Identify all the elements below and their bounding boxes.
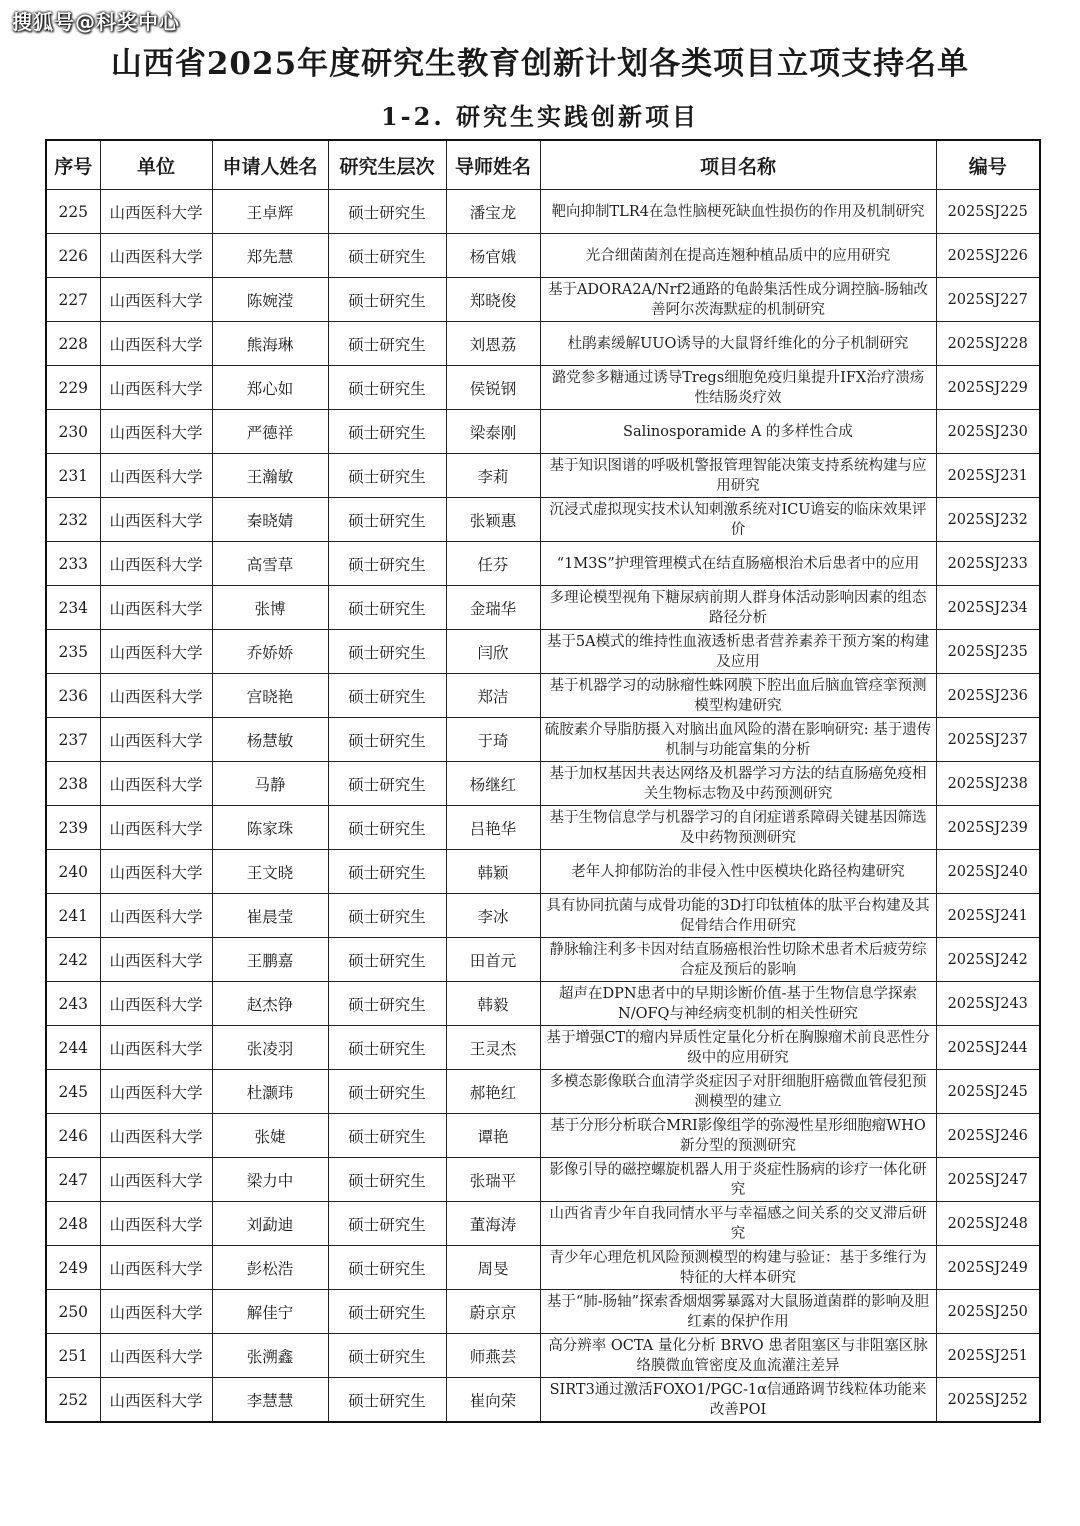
cell-index: 234	[46, 586, 100, 630]
cell-code: 2025SJ246	[936, 1114, 1040, 1158]
cell-index: 227	[46, 278, 100, 322]
cell-unit: 山西医科大学	[100, 278, 212, 322]
cell-advisor: 金瑞华	[446, 586, 540, 630]
cell-code: 2025SJ232	[936, 498, 1040, 542]
cell-code: 2025SJ229	[936, 366, 1040, 410]
cell-level: 硕士研究生	[328, 1378, 446, 1423]
cell-level: 硕士研究生	[328, 982, 446, 1026]
cell-applicant: 刘勐迪	[212, 1202, 328, 1246]
cell-code: 2025SJ245	[936, 1070, 1040, 1114]
cell-unit: 山西医科大学	[100, 1114, 212, 1158]
cell-index: 236	[46, 674, 100, 718]
cell-unit: 山西医科大学	[100, 1334, 212, 1378]
table-row	[46, 234, 1040, 278]
cell-code: 2025SJ249	[936, 1246, 1040, 1290]
table-row	[46, 1202, 1040, 1246]
cell-advisor: 张瑞平	[446, 1158, 540, 1202]
cell-project-name: 基于机器学习的动脉瘤性蛛网膜下腔出血后脑血管痉挛预测模型构建研究	[540, 674, 936, 718]
cell-applicant: 李慧慧	[212, 1378, 328, 1423]
cell-level: 硕士研究生	[328, 1334, 446, 1378]
cell-unit: 山西医科大学	[100, 1070, 212, 1114]
cell-index: 245	[46, 1070, 100, 1114]
cell-project-name: 多模态影像联合血清学炎症因子对肝细胞肝癌微血管侵犯预测模型的建立	[540, 1070, 936, 1114]
cell-code: 2025SJ252	[936, 1378, 1040, 1423]
cell-applicant: 张凌羽	[212, 1026, 328, 1070]
cell-unit: 山西医科大学	[100, 982, 212, 1026]
cell-unit: 山西医科大学	[100, 366, 212, 410]
cell-unit: 山西医科大学	[100, 542, 212, 586]
cell-code: 2025SJ230	[936, 410, 1040, 454]
table-row	[46, 718, 1040, 762]
cell-unit: 山西医科大学	[100, 762, 212, 806]
cell-applicant: 梁力中	[212, 1158, 328, 1202]
cell-level: 硕士研究生	[328, 762, 446, 806]
cell-level: 硕士研究生	[328, 718, 446, 762]
cell-applicant: 杨慧敏	[212, 718, 328, 762]
cell-level: 硕士研究生	[328, 322, 446, 366]
cell-unit: 山西医科大学	[100, 1202, 212, 1246]
cell-applicant: 陈家珠	[212, 806, 328, 850]
cell-code: 2025SJ234	[936, 586, 1040, 630]
cell-advisor: 闫欣	[446, 630, 540, 674]
table-row	[46, 1246, 1040, 1290]
cell-advisor: 杨官娥	[446, 234, 540, 278]
table-row	[46, 630, 1040, 674]
cell-code: 2025SJ237	[936, 718, 1040, 762]
cell-unit: 山西医科大学	[100, 718, 212, 762]
cell-code: 2025SJ243	[936, 982, 1040, 1026]
col-header-code: 编号	[936, 140, 1040, 190]
cell-level: 硕士研究生	[328, 1070, 446, 1114]
cell-code: 2025SJ241	[936, 894, 1040, 938]
cell-project-name: 基于ADORA2A/Nrf2通路的龟龄集活性成分调控脑-肠轴改善阿尔茨海默症的机制研究	[540, 278, 936, 322]
cell-project-name: 老年人抑郁防治的非侵入性中医模块化路径构建研究	[540, 850, 936, 894]
cell-level: 硕士研究生	[328, 1158, 446, 1202]
table-body	[46, 190, 1040, 1423]
cell-index: 243	[46, 982, 100, 1026]
cell-unit: 山西医科大学	[100, 1378, 212, 1423]
cell-applicant: 张婕	[212, 1114, 328, 1158]
cell-project-name: 基于生物信息学与机器学习的自闭症谱系障碍关键基因筛选及中药物预测研究	[540, 806, 936, 850]
cell-advisor: 韩毅	[446, 982, 540, 1026]
cell-index: 249	[46, 1246, 100, 1290]
cell-level: 硕士研究生	[328, 894, 446, 938]
cell-code: 2025SJ228	[936, 322, 1040, 366]
cell-advisor: 谭艳	[446, 1114, 540, 1158]
cell-level: 硕士研究生	[328, 542, 446, 586]
cell-applicant: 张博	[212, 586, 328, 630]
cell-project-name: 基于知识图谱的呼吸机警报管理智能决策支持系统构建与应用研究	[540, 454, 936, 498]
cell-code: 2025SJ248	[936, 1202, 1040, 1246]
cell-applicant: 杜灏玮	[212, 1070, 328, 1114]
cell-project-name: 基于5A模式的维持性血液透析患者营养素养干预方案的构建及应用	[540, 630, 936, 674]
cell-level: 硕士研究生	[328, 806, 446, 850]
col-header-advisor: 导师姓名	[446, 140, 540, 190]
cell-unit: 山西医科大学	[100, 498, 212, 542]
cell-index: 244	[46, 1026, 100, 1070]
cell-index: 230	[46, 410, 100, 454]
table-row	[46, 454, 1040, 498]
cell-applicant: 崔晨莹	[212, 894, 328, 938]
cell-advisor: 董海涛	[446, 1202, 540, 1246]
cell-project-name: 超声在DPN患者中的早期诊断价值-基于生物信息学探索N/OFQ与神经病变机制的相关性研究	[540, 982, 936, 1026]
cell-project-name: 具有协同抗菌与成骨功能的3D打印钛植体的肽平台构建及其促骨结合作用研究	[540, 894, 936, 938]
col-header-index: 序号	[46, 140, 100, 190]
cell-advisor: 李莉	[446, 454, 540, 498]
cell-level: 硕士研究生	[328, 234, 446, 278]
table-row	[46, 190, 1040, 234]
cell-index: 252	[46, 1378, 100, 1423]
cell-project-name: 硫胺素介导脂肪摄入对脑出血风险的潜在影响研究: 基于遗传机制与功能富集的分析	[540, 718, 936, 762]
col-header-level: 研究生层次	[328, 140, 446, 190]
cell-project-name: Salinosporamide A 的多样性合成	[540, 410, 936, 454]
cell-unit: 山西医科大学	[100, 1026, 212, 1070]
cell-index: 238	[46, 762, 100, 806]
cell-unit: 山西医科大学	[100, 674, 212, 718]
table-row	[46, 674, 1040, 718]
cell-level: 硕士研究生	[328, 1290, 446, 1334]
cell-project-name: 靶向抑制TLR4在急性脑梗死缺血性损伤的作用及机制研究	[540, 190, 936, 234]
cell-advisor: 刘恩荔	[446, 322, 540, 366]
cell-project-name: 山西省青少年自我同情水平与幸福感之间关系的交叉滞后研究	[540, 1202, 936, 1246]
table-header-row	[46, 140, 1040, 190]
table-row	[46, 1334, 1040, 1378]
cell-code: 2025SJ235	[936, 630, 1040, 674]
cell-unit: 山西医科大学	[100, 410, 212, 454]
cell-project-name: 基于加权基因共表达网络及机器学习方法的结直肠癌免疫相关生物标志物及中药预测研究	[540, 762, 936, 806]
cell-advisor: 梁泰刚	[446, 410, 540, 454]
cell-advisor: 郝艳红	[446, 1070, 540, 1114]
cell-applicant: 彭松浩	[212, 1246, 328, 1290]
table-row	[46, 1158, 1040, 1202]
cell-level: 硕士研究生	[328, 366, 446, 410]
cell-level: 硕士研究生	[328, 1246, 446, 1290]
cell-project-name: SIRT3通过激活FOXO1/PGC-1α信通路调节线粒体功能来改善POI	[540, 1378, 936, 1423]
cell-level: 硕士研究生	[328, 850, 446, 894]
cell-level: 硕士研究生	[328, 454, 446, 498]
table-row	[46, 938, 1040, 982]
cell-applicant: 秦晓婧	[212, 498, 328, 542]
cell-code: 2025SJ233	[936, 542, 1040, 586]
cell-applicant: 张溯鑫	[212, 1334, 328, 1378]
cell-applicant: 宫晓艳	[212, 674, 328, 718]
table-row	[46, 366, 1040, 410]
cell-unit: 山西医科大学	[100, 322, 212, 366]
cell-index: 251	[46, 1334, 100, 1378]
cell-level: 硕士研究生	[328, 586, 446, 630]
cell-applicant: 熊海琳	[212, 322, 328, 366]
col-header-project-name: 项目名称	[540, 140, 936, 190]
cell-advisor: 师燕芸	[446, 1334, 540, 1378]
cell-index: 242	[46, 938, 100, 982]
table-row	[46, 542, 1040, 586]
cell-advisor: 张颖惠	[446, 498, 540, 542]
cell-project-name: 影像引导的磁控螺旋机器人用于炎症性肠病的诊疗一体化研究	[540, 1158, 936, 1202]
cell-code: 2025SJ251	[936, 1334, 1040, 1378]
cell-unit: 山西医科大学	[100, 850, 212, 894]
cell-index: 241	[46, 894, 100, 938]
cell-unit: 山西医科大学	[100, 234, 212, 278]
table-row	[46, 586, 1040, 630]
col-header-applicant: 申请人姓名	[212, 140, 328, 190]
cell-advisor: 王灵杰	[446, 1026, 540, 1070]
cell-level: 硕士研究生	[328, 630, 446, 674]
cell-code: 2025SJ238	[936, 762, 1040, 806]
cell-project-name: 潞党参多糖通过诱导Tregs细胞免疫归巢提升IFX治疗溃疡性结肠炎疗效	[540, 366, 936, 410]
cell-level: 硕士研究生	[328, 410, 446, 454]
cell-applicant: 马静	[212, 762, 328, 806]
cell-level: 硕士研究生	[328, 1026, 446, 1070]
cell-unit: 山西医科大学	[100, 806, 212, 850]
table-row	[46, 1026, 1040, 1070]
cell-unit: 山西医科大学	[100, 586, 212, 630]
cell-applicant: 王瀚敏	[212, 454, 328, 498]
cell-level: 硕士研究生	[328, 674, 446, 718]
cell-index: 246	[46, 1114, 100, 1158]
cell-advisor: 郑晓俊	[446, 278, 540, 322]
cell-unit: 山西医科大学	[100, 190, 212, 234]
cell-advisor: 杨继红	[446, 762, 540, 806]
cell-project-name: 光合细菌菌剂在提高连翘种植品质中的应用研究	[540, 234, 936, 278]
cell-advisor: 潘宝龙	[446, 190, 540, 234]
cell-applicant: 王文晓	[212, 850, 328, 894]
table-row	[46, 1070, 1040, 1114]
cell-code: 2025SJ236	[936, 674, 1040, 718]
cell-project-name: 基于增强CT的瘤内异质性定量化分析在胸腺瘤术前良恶性分级中的应用研究	[540, 1026, 936, 1070]
cell-code: 2025SJ231	[936, 454, 1040, 498]
cell-index: 231	[46, 454, 100, 498]
cell-advisor: 周旻	[446, 1246, 540, 1290]
cell-project-name: 多理论模型视角下糖尿病前期人群身体活动影响因素的组态路径分析	[540, 586, 936, 630]
cell-index: 237	[46, 718, 100, 762]
cell-code: 2025SJ250	[936, 1290, 1040, 1334]
cell-index: 235	[46, 630, 100, 674]
table-row	[46, 806, 1040, 850]
cell-applicant: 王鹏嘉	[212, 938, 328, 982]
cell-index: 229	[46, 366, 100, 410]
cell-project-name: 沉浸式虚拟现实技术认知刺激系统对ICU谵妄的临床效果评价	[540, 498, 936, 542]
cell-applicant: 解佳宁	[212, 1290, 328, 1334]
cell-advisor: 韩颖	[446, 850, 540, 894]
cell-index: 233	[46, 542, 100, 586]
cell-code: 2025SJ226	[936, 234, 1040, 278]
table-row	[46, 1378, 1040, 1423]
cell-index: 232	[46, 498, 100, 542]
section-subtitle: 1-2. 研究生实践创新项目	[380, 102, 700, 131]
cell-advisor: 侯锐钢	[446, 366, 540, 410]
cell-index: 226	[46, 234, 100, 278]
cell-project-name: 青少年心理危机风险预测模型的构建与验证：基于多维行为特征的大样本研究	[540, 1246, 936, 1290]
table-row	[46, 850, 1040, 894]
cell-code: 2025SJ225	[936, 190, 1040, 234]
cell-applicant: 郑先慧	[212, 234, 328, 278]
cell-unit: 山西医科大学	[100, 454, 212, 498]
cell-level: 硕士研究生	[328, 278, 446, 322]
table-row	[46, 894, 1040, 938]
cell-applicant: 严德祥	[212, 410, 328, 454]
table-row	[46, 1290, 1040, 1334]
cell-unit: 山西医科大学	[100, 1290, 212, 1334]
cell-project-name: 基于“肺-肠轴”探索香烟烟雾暴露对大鼠肠道菌群的影响及胆红素的保护作用	[540, 1290, 936, 1334]
cell-index: 239	[46, 806, 100, 850]
cell-project-name: “1M3S”护理管理模式在结直肠癌根治术后患者中的应用	[540, 542, 936, 586]
cell-project-name: 杜鹃素缓解UUO诱导的大鼠肾纤维化的分子机制研究	[540, 322, 936, 366]
cell-advisor: 任芬	[446, 542, 540, 586]
cell-advisor: 李冰	[446, 894, 540, 938]
cell-applicant: 高雪草	[212, 542, 328, 586]
cell-level: 硕士研究生	[328, 190, 446, 234]
cell-project-name: 基于分形分析联合MRI影像组学的弥漫性星形细胞瘤WHO新分型的预测研究	[540, 1114, 936, 1158]
cell-index: 225	[46, 190, 100, 234]
cell-advisor: 郑洁	[446, 674, 540, 718]
cell-applicant: 陈婉滢	[212, 278, 328, 322]
cell-applicant: 赵杰铮	[212, 982, 328, 1026]
cell-level: 硕士研究生	[328, 1114, 446, 1158]
cell-level: 硕士研究生	[328, 1202, 446, 1246]
cell-index: 228	[46, 322, 100, 366]
cell-level: 硕士研究生	[328, 938, 446, 982]
cell-unit: 山西医科大学	[100, 894, 212, 938]
cell-unit: 山西医科大学	[100, 1246, 212, 1290]
cell-applicant: 郑心如	[212, 366, 328, 410]
cell-code: 2025SJ227	[936, 278, 1040, 322]
cell-unit: 山西医科大学	[100, 1158, 212, 1202]
table-row	[46, 498, 1040, 542]
table-row	[46, 322, 1040, 366]
cell-unit: 山西医科大学	[100, 630, 212, 674]
table-row	[46, 278, 1040, 322]
cell-code: 2025SJ242	[936, 938, 1040, 982]
cell-advisor: 于琦	[446, 718, 540, 762]
cell-project-name: 高分辨率 OCTA 量化分析 BRVO 患者阻塞区与非阻塞区脉络膜微血管密度及血流灌注差异	[540, 1334, 936, 1378]
cell-unit: 山西医科大学	[100, 938, 212, 982]
cell-advisor: 崔向荣	[446, 1378, 540, 1423]
watermark: 搜狐号@科奖中心	[12, 10, 180, 34]
cell-index: 248	[46, 1202, 100, 1246]
table-row	[46, 762, 1040, 806]
table-row	[46, 1114, 1040, 1158]
cell-code: 2025SJ239	[936, 806, 1040, 850]
cell-advisor: 田首元	[446, 938, 540, 982]
cell-code: 2025SJ244	[936, 1026, 1040, 1070]
cell-index: 240	[46, 850, 100, 894]
cell-code: 2025SJ247	[936, 1158, 1040, 1202]
project-table	[45, 139, 1041, 1423]
cell-code: 2025SJ240	[936, 850, 1040, 894]
col-header-unit: 单位	[100, 140, 212, 190]
page-title: 山西省2025年度研究生教育创新计划各类项目立项支持名单	[110, 46, 970, 82]
table-row	[46, 982, 1040, 1026]
cell-applicant: 王卓辉	[212, 190, 328, 234]
cell-advisor: 蔚京京	[446, 1290, 540, 1334]
cell-applicant: 乔娇娇	[212, 630, 328, 674]
cell-project-name: 静脉输注利多卡因对结直肠癌根治性切除术患者术后疲劳综合症及预后的影响	[540, 938, 936, 982]
cell-advisor: 吕艳华	[446, 806, 540, 850]
table-row	[46, 410, 1040, 454]
cell-level: 硕士研究生	[328, 498, 446, 542]
cell-index: 250	[46, 1290, 100, 1334]
cell-index: 247	[46, 1158, 100, 1202]
